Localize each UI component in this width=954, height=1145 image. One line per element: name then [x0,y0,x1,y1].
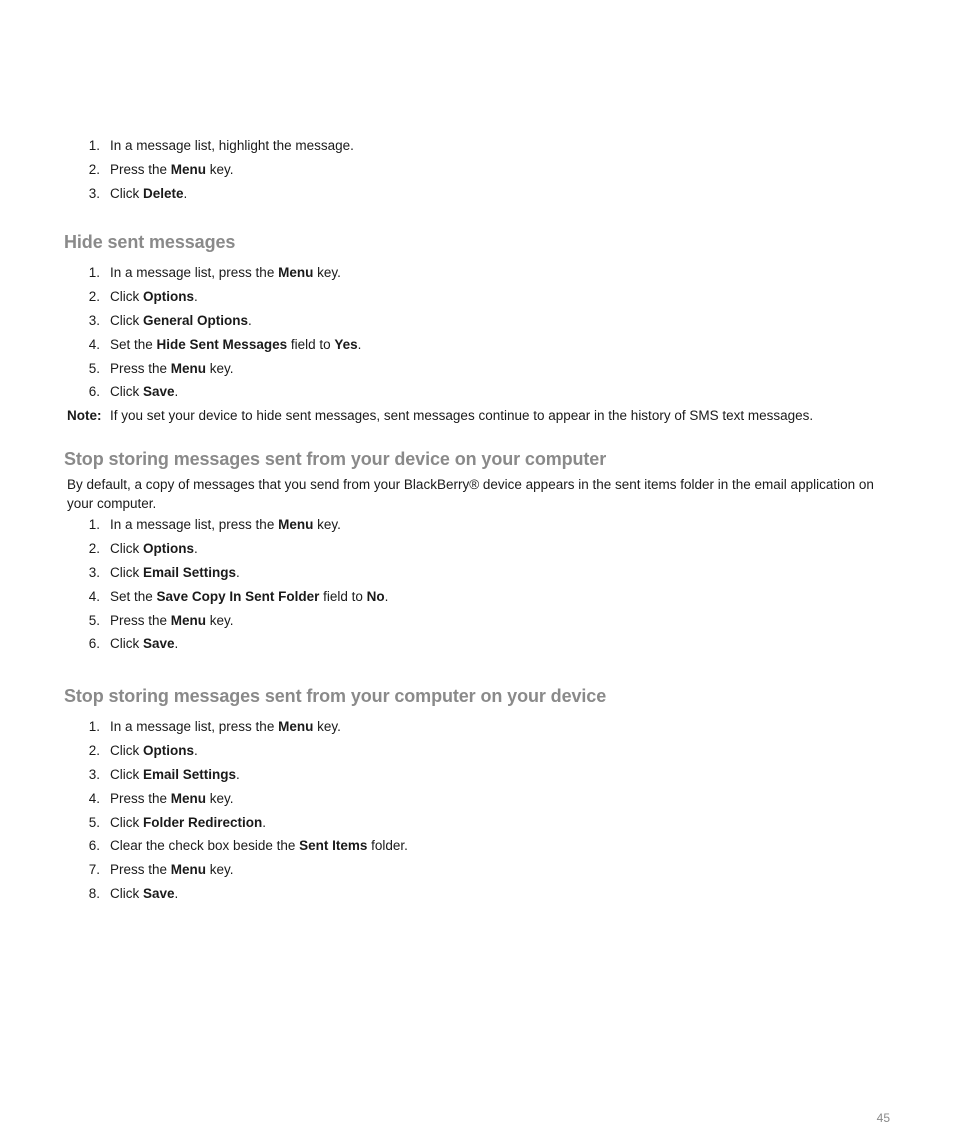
list-item [64,763,894,787]
section-heading: Stop storing messages sent from your computer on your device [64,686,607,706]
list-item [64,158,894,182]
stop-storing-computer-section [64,684,894,906]
step-number: 6. [88,838,100,854]
step-text: Press the Menu key. [110,161,234,177]
step-number: 3. [88,185,100,201]
list-item [64,811,894,835]
emphasized-term: No [366,588,385,604]
note-text: If you set your device to hide sent messages, sent messages continue to appear in the history of SMS text messages. [110,408,814,424]
step-number: 1. [88,719,100,734]
step-text: Click General Options. [110,312,252,328]
step-number: 8. [88,886,100,902]
emphasized-term: Options [143,288,194,304]
step-text: Click Save. [110,636,179,652]
step-text: Click Email Settings. [110,766,240,782]
delete-message-section [64,134,894,206]
emphasized-term: General Options [143,312,249,328]
page-number: 45 [876,1111,890,1125]
step-number: 2. [88,540,100,556]
step-text: Click Save. [110,384,179,400]
step-text: Press the Menu key. [110,862,234,878]
note-label: Note: [67,408,102,424]
step-text: Clear the check box beside the Sent Items folder. [110,838,408,854]
step-number: 5. [88,612,100,628]
emphasized-term: Menu [170,360,207,376]
step-text: Click Email Settings. [110,564,240,580]
step-number: 2. [88,742,100,758]
step-text: Click Save. [110,886,179,902]
emphasized-term: Save Copy In Sent Folder [156,588,320,604]
emphasized-term: Save [143,636,175,652]
emphasized-term: Menu [278,719,314,734]
list-item [64,357,894,381]
step-text: Click Options. [110,742,198,758]
step-list [64,513,894,656]
step-text: Press the Menu key. [110,360,234,376]
step-number: 2. [88,288,100,304]
emphasized-term: Options [143,742,194,758]
step-number: 3. [88,312,100,328]
step-number: 1. [88,265,100,280]
list-item [64,882,894,906]
step-list [64,715,894,906]
emphasized-term: Save [143,384,175,400]
list-item [64,858,894,882]
emphasized-term: Menu [278,265,314,280]
step-list [64,134,894,206]
list-item [64,261,894,285]
step-number: 6. [88,384,100,400]
step-number: 3. [88,766,100,782]
step-number: 4. [88,790,100,806]
section-intro-paragraph: By default, a copy of messages that you send from your BlackBerry® device appears in the sent items folder in the email application on your computer. [67,477,874,511]
step-text: Set the Save Copy In Sent Folder field to No. [110,588,389,604]
step-number: 1. [88,138,100,153]
step-text: Press the Menu key. [110,790,234,806]
emphasized-term: Save [143,886,175,902]
step-number: 2. [88,161,100,177]
emphasized-term: Options [143,540,194,556]
step-number: 4. [88,336,100,352]
step-text: In a message list, press the Menu key. [110,719,341,734]
emphasized-term: Email Settings [143,564,237,580]
step-number: 5. [88,360,100,376]
emphasized-term: Folder Redirection [143,814,263,830]
step-number: 1. [88,517,100,532]
list-item [64,309,894,333]
step-text: In a message list, press the Menu key. [110,517,341,532]
list-item [64,609,894,633]
step-text: In a message list, highlight the message. [110,138,354,153]
section-heading: Hide sent messages [64,232,236,252]
list-item [64,715,894,739]
emphasized-term: Delete [143,185,184,201]
stop-storing-device-section [64,447,894,656]
list-item [64,513,894,537]
list-item [64,787,894,811]
emphasized-term: Hide Sent Messages [156,336,288,352]
list-item [64,537,894,561]
step-text: Press the Menu key. [110,612,234,628]
step-number: 5. [88,814,100,830]
emphasized-term: Menu [170,790,207,806]
list-item [64,333,894,357]
list-item [64,380,894,404]
list-item [64,632,894,656]
step-list [64,261,894,404]
step-number: 4. [88,588,100,604]
step-text: Click Options. [110,288,198,304]
step-number: 6. [88,636,100,652]
emphasized-term: Yes [334,336,358,352]
list-item [64,285,894,309]
emphasized-term: Menu [170,161,207,177]
list-item [64,134,894,158]
emphasized-term: Menu [170,612,207,628]
step-text: Click Delete. [110,185,188,201]
section-heading: Stop storing messages sent from your device on your computer [64,449,607,469]
step-text: Click Folder Redirection. [110,814,267,830]
step-text: Click Options. [110,540,198,556]
list-item [64,739,894,763]
list-item [64,585,894,609]
list-item [64,561,894,585]
list-item [64,834,894,858]
list-item [64,182,894,206]
step-number: 3. [88,564,100,580]
emphasized-term: Menu [278,517,314,532]
emphasized-term: Sent Items [299,838,368,854]
note [64,404,894,428]
hide-sent-messages-section [64,230,894,428]
step-number: 7. [88,862,100,878]
emphasized-term: Menu [170,862,207,878]
step-text: In a message list, press the Menu key. [110,265,341,280]
emphasized-term: Email Settings [143,766,237,782]
step-text: Set the Hide Sent Messages field to Yes. [110,336,362,352]
